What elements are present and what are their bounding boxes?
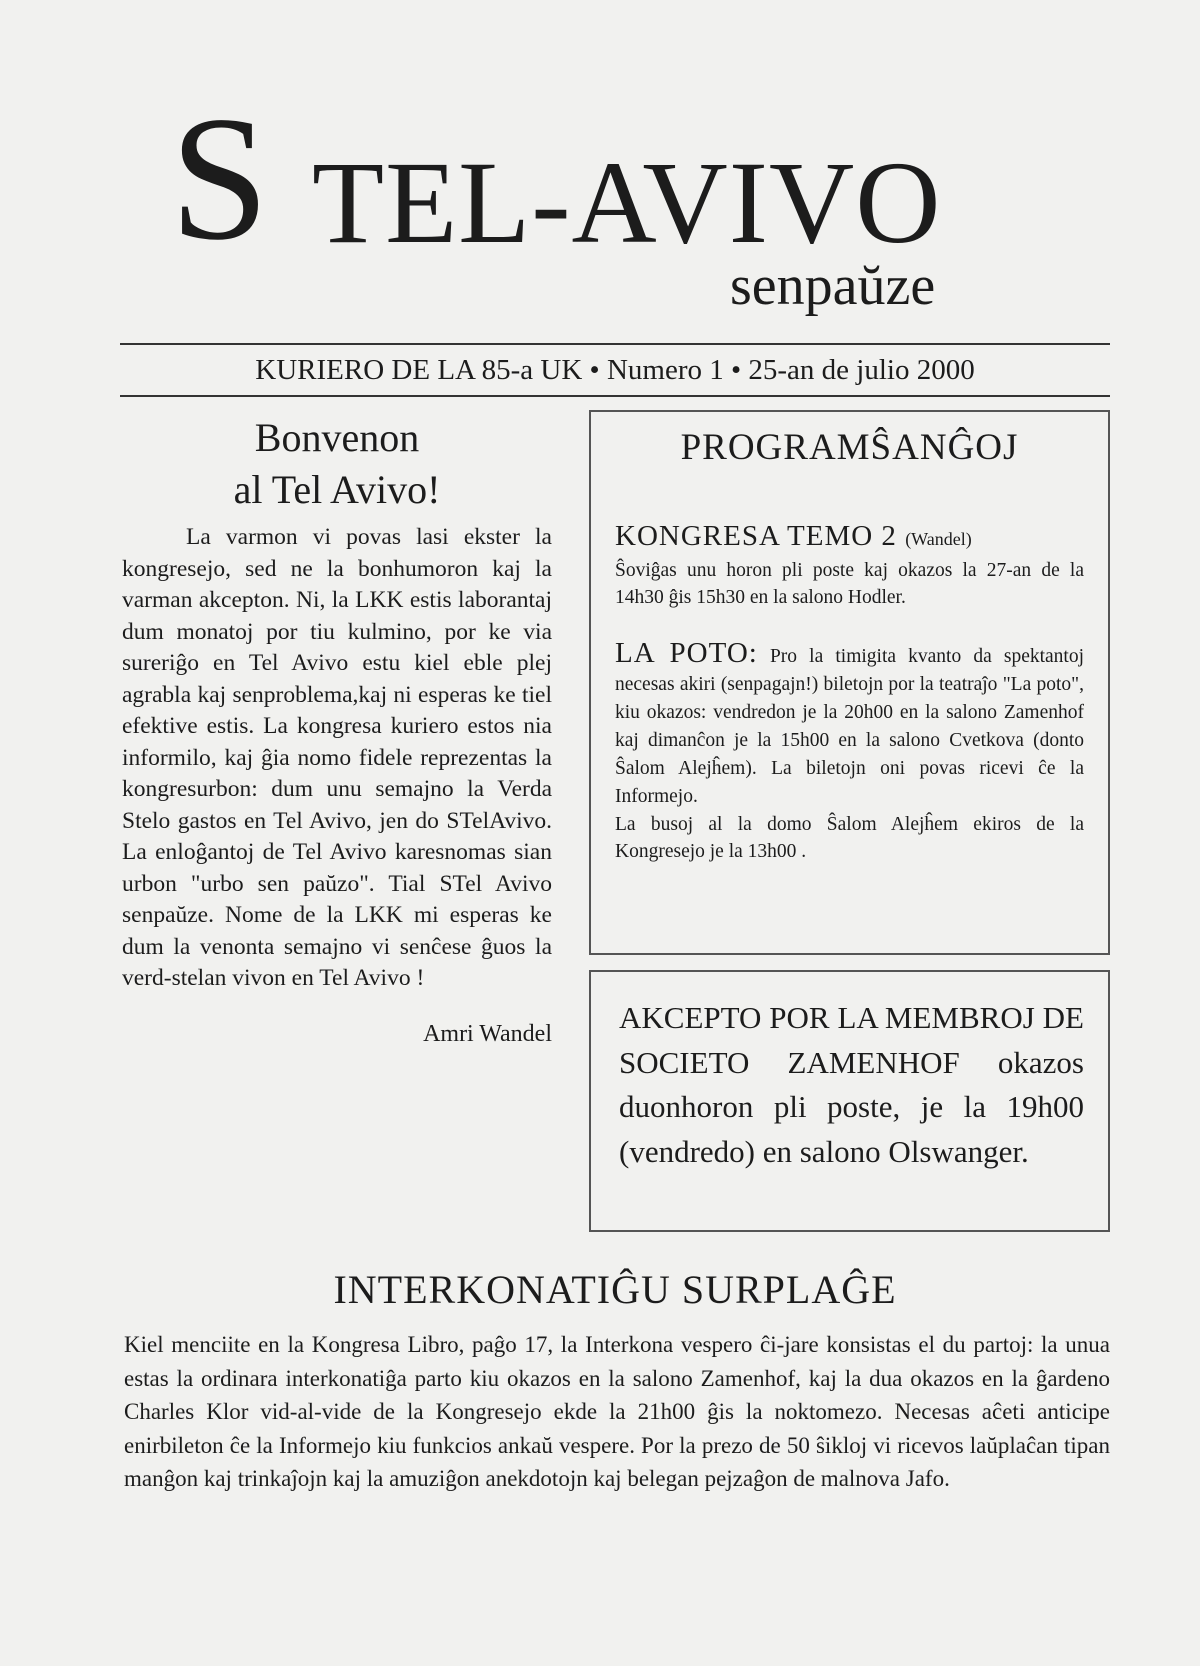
masthead — [170, 79, 1010, 328]
title-initial: S — [170, 79, 269, 277]
akcepto-body: AKCEPTO POR LA MEMBROJ DE SOCIETO ZAMENHOF okazos duonhoron pli poste, je la 19h00 (vendredo) en salono Olswanger. — [619, 1000, 1084, 1169]
kongresa-temo-body: Ŝoviĝas unu horon pli poste kaj okazos la 27-an de la 14h30 ĝis 15h30 en la salono Hodler. — [615, 560, 1084, 608]
program-changes-box — [589, 410, 1110, 955]
subtitle: senpaŭze — [730, 255, 936, 317]
akcepto-box — [589, 970, 1110, 1232]
interkonatigxo-title: INTERKONATIĜU SURPLAĜE — [333, 1267, 897, 1312]
welcome-body: La varmon vi povas lasi ekster la kongresejo, sed ne la bonhumoron kaj la varman akcepton. Ni, la LKK estis laborantaj dum monatoj por tiu kulmino, por ke via sureriĝo en Tel Avivo estu kiel eble plej agrabla kaj senproblema,kaj ni esperas ke tiel efektive estis. La kongresa kuriero estos nia informilo, kaj ĝia nomo fidele reprezentas la kongresurbon: dum unu semajno la Verda Stelo gastos en Tel Avivo, jen do STelAvivo. La enloĝantoj de Tel Avivo karesnomas sian urbon "urbo sen paŭzo". Tial STel Avivo senpaŭze. Nome de la LKK mi esperas ke dum la venonta semajno vi senĉese ĝuos la verd-stelan vivon en Tel Avivo ! — [122, 524, 552, 991]
bottom-rule — [120, 395, 1110, 397]
welcome-title-line2: al Tel Avivo! — [233, 467, 441, 512]
kongresa-temo-label: KONGRESA TEMO 2 — [615, 520, 897, 552]
program-title: PROGRAMŜANĜOJ — [680, 427, 1019, 468]
top-rule — [120, 343, 1110, 345]
kongresa-temo-heading — [615, 518, 1084, 557]
welcome-article — [122, 412, 552, 1048]
kongresa-temo-note: (Wandel) — [905, 529, 972, 549]
interkonatigxo-body: Kiel menciite en la Kongresa Libro, paĝo 17, la Interkona vespero ĉi-jare konsistas el du partoj: la unua estas la ordinara interkonatiĝa parto kiu okazos en la salono Zamenhof, kaj la dua okazos en la ĝardeno Charles Klor vid-al-vide de la Kongresejo ekde la 21h00 ĝis la noktomezo. Necesas aĉeti anticipe enirbileton ĉe la Informejo kiu funkcios ankaŭ vespere. Por la prezo de 50 ŝikloj vi ricevos laŭplaĉan tipan manĝon kaj trinkaĵojn kaj la amuziĝon anekdotojn kaj belegan pejzaĝon de malnova Jafo. — [124, 1332, 1110, 1491]
la-poto-paragraph — [615, 639, 1084, 811]
issue-line: KURIERO DE LA 85-a UK • Numero 1 • 25-an de julio 2000 — [255, 354, 975, 386]
welcome-author: Amri Wandel — [423, 1020, 552, 1047]
la-poto-heading: LA POTO: — [615, 637, 758, 669]
welcome-title-line1: Bonvenon — [254, 415, 420, 460]
title-rest: TEL-AVIVO — [312, 137, 942, 268]
bus-note: La busoj al la domo Ŝalom Alejĥem ekiros de la Kongresejo je la 13h00 . — [615, 814, 1084, 862]
welcome-title — [122, 412, 552, 516]
la-poto-body: Pro la timigita kvanto da spektantoj necesas akiri (senpagajn!) biletojn por la teatraĵo "La poto", kiu okazos: vendredon je la 20h00 en la salono Zamenhof kaj dimanĉon je la 15h00 en la salono Cvetkova (donto Ŝalom Alejĥem). La biletojn oni povas ricevi ĉe la Informejo. — [615, 646, 1085, 807]
